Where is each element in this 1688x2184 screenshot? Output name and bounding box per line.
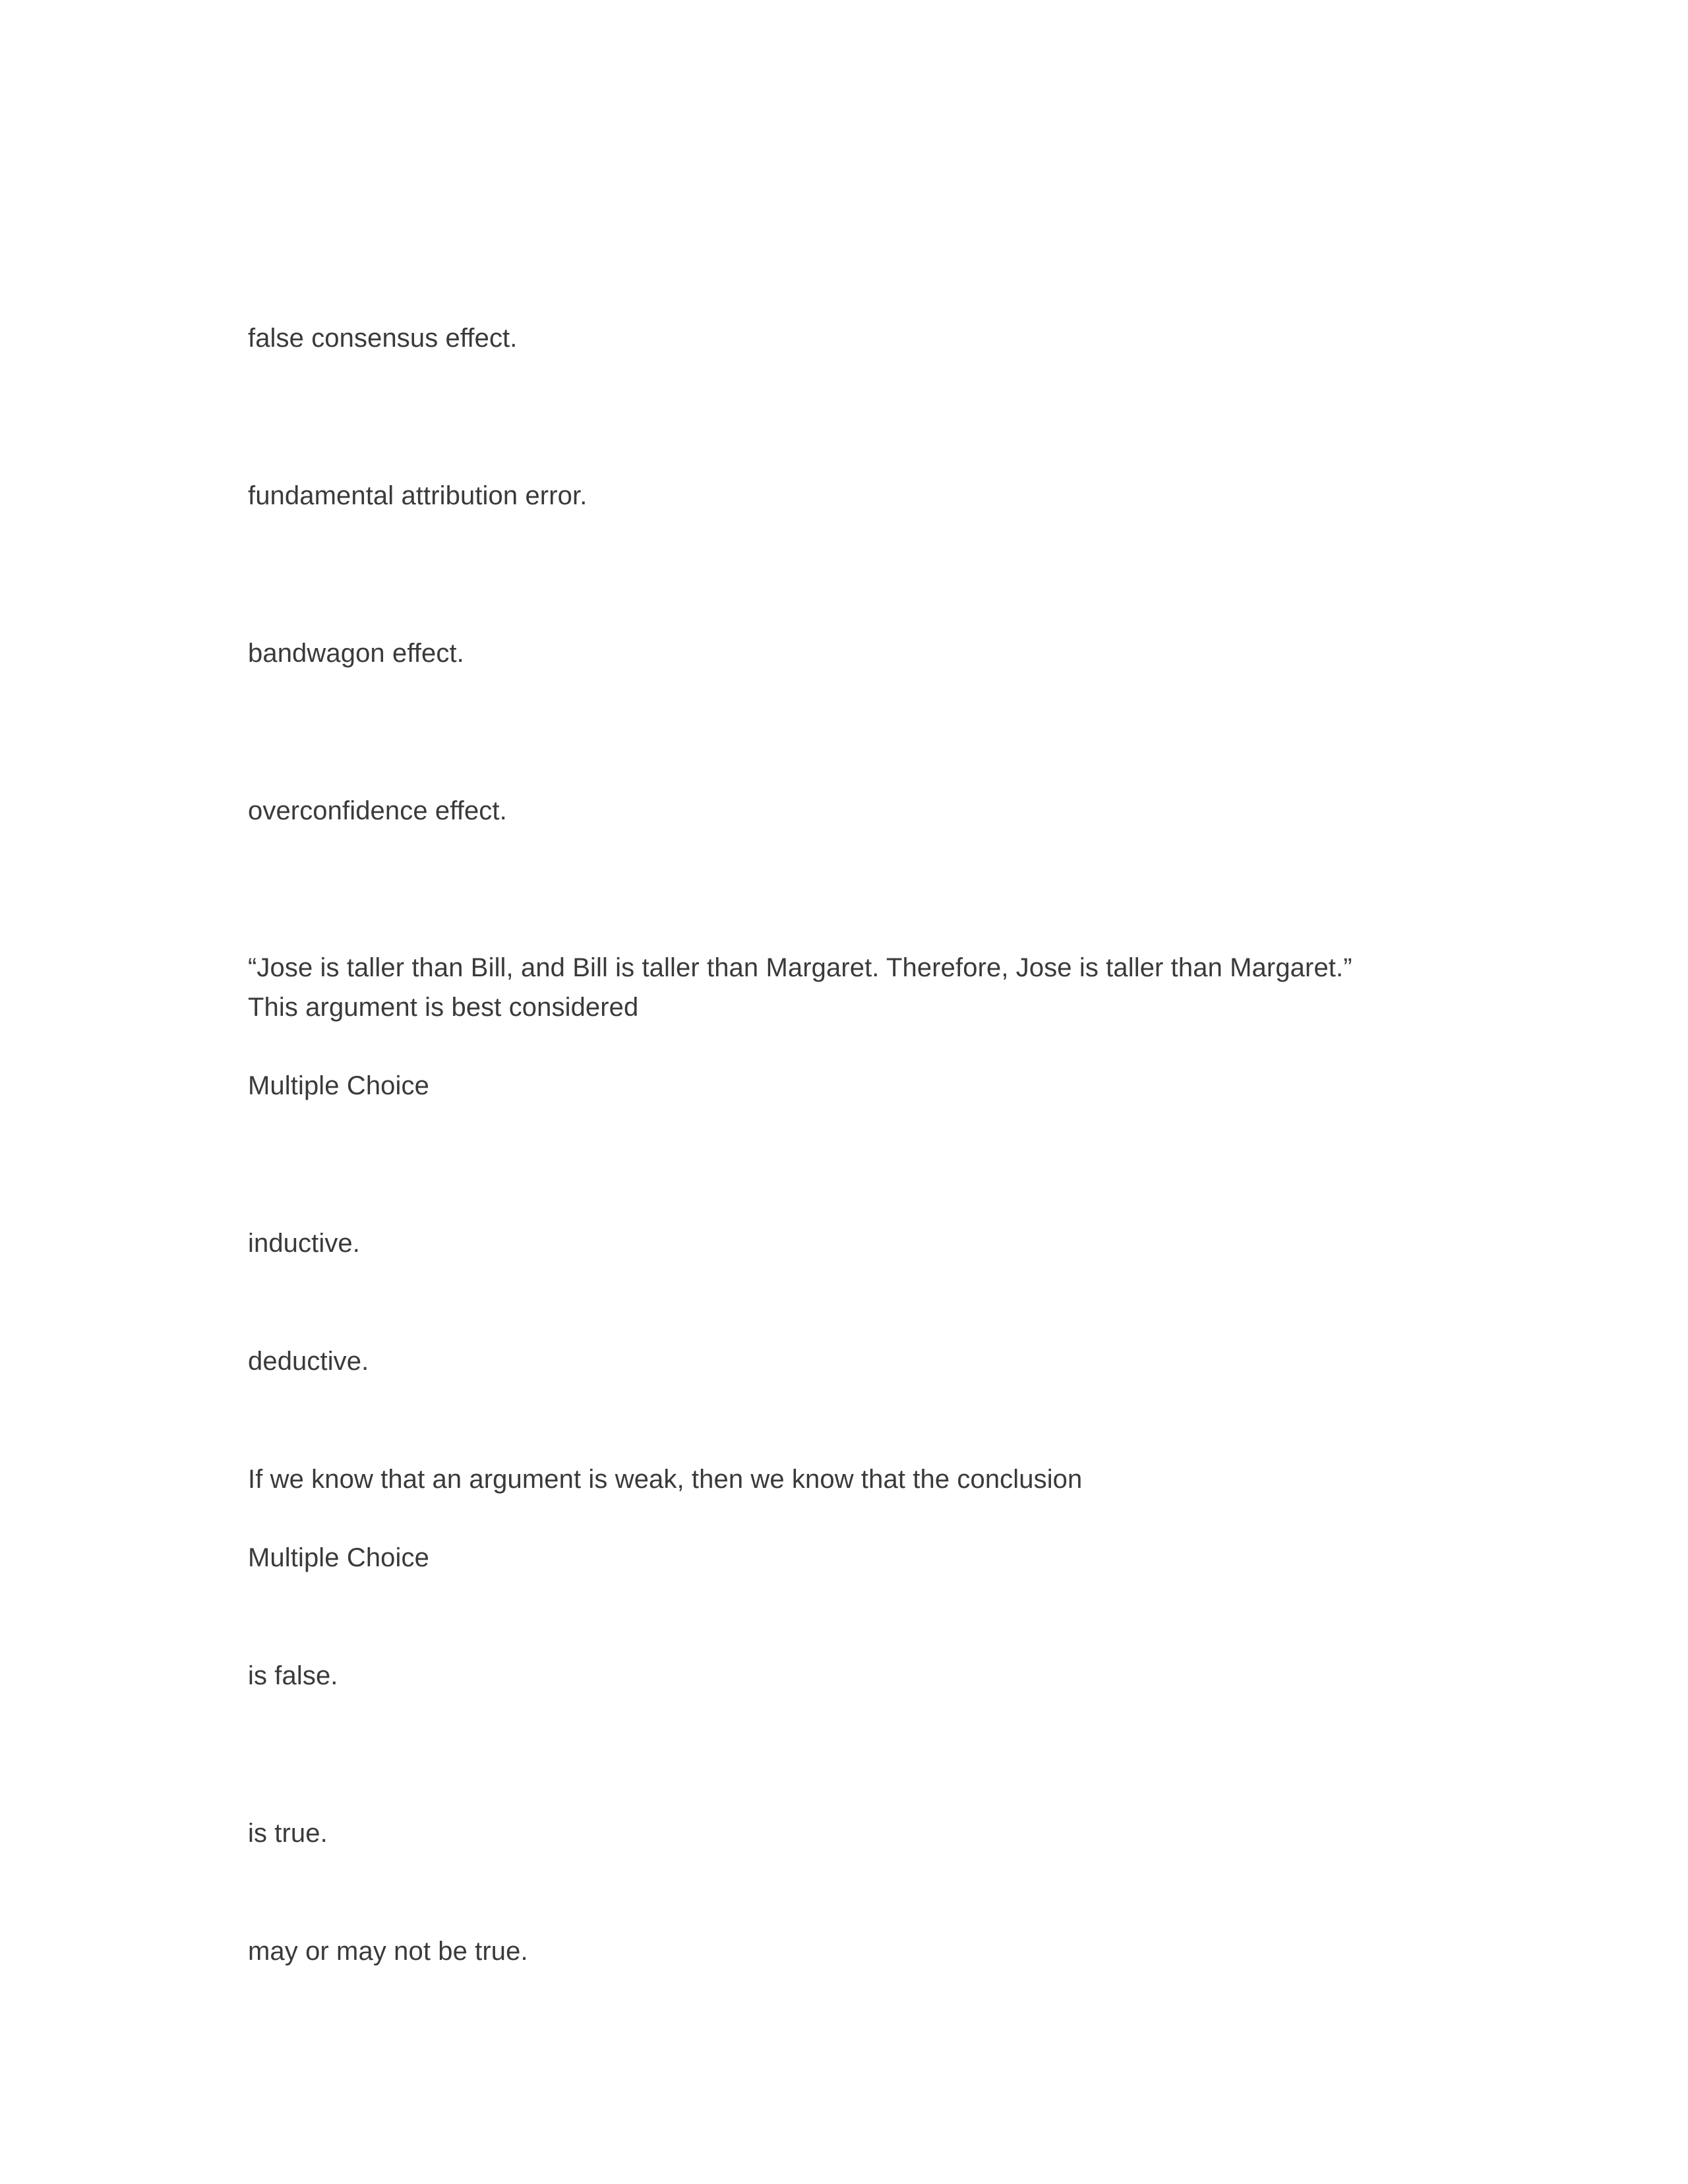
question-stem: “Jose is taller than Bill, and Bill is taller than Margaret. Therefore, Jose is taller than Margaret.” xyxy=(248,953,1352,982)
answer-option: deductive. xyxy=(248,1347,369,1376)
answer-option: is true. xyxy=(248,1819,328,1848)
answer-option: overconfidence effect. xyxy=(248,796,507,825)
question-type-label: Multiple Choice xyxy=(248,1543,429,1572)
question-stem: If we know that an argument is weak, then we know that the conclusion xyxy=(248,1465,1083,1494)
answer-option: inductive. xyxy=(248,1229,360,1258)
answer-option: fundamental attribution error. xyxy=(248,481,588,510)
question-type-label: Multiple Choice xyxy=(248,1071,429,1100)
answer-option: false consensus effect. xyxy=(248,324,518,353)
answer-option: may or may not be true. xyxy=(248,1937,528,1966)
answer-option: bandwagon effect. xyxy=(248,639,464,668)
answer-option: is false. xyxy=(248,1661,338,1690)
question-stem-continuation: This argument is best considered xyxy=(248,993,639,1022)
